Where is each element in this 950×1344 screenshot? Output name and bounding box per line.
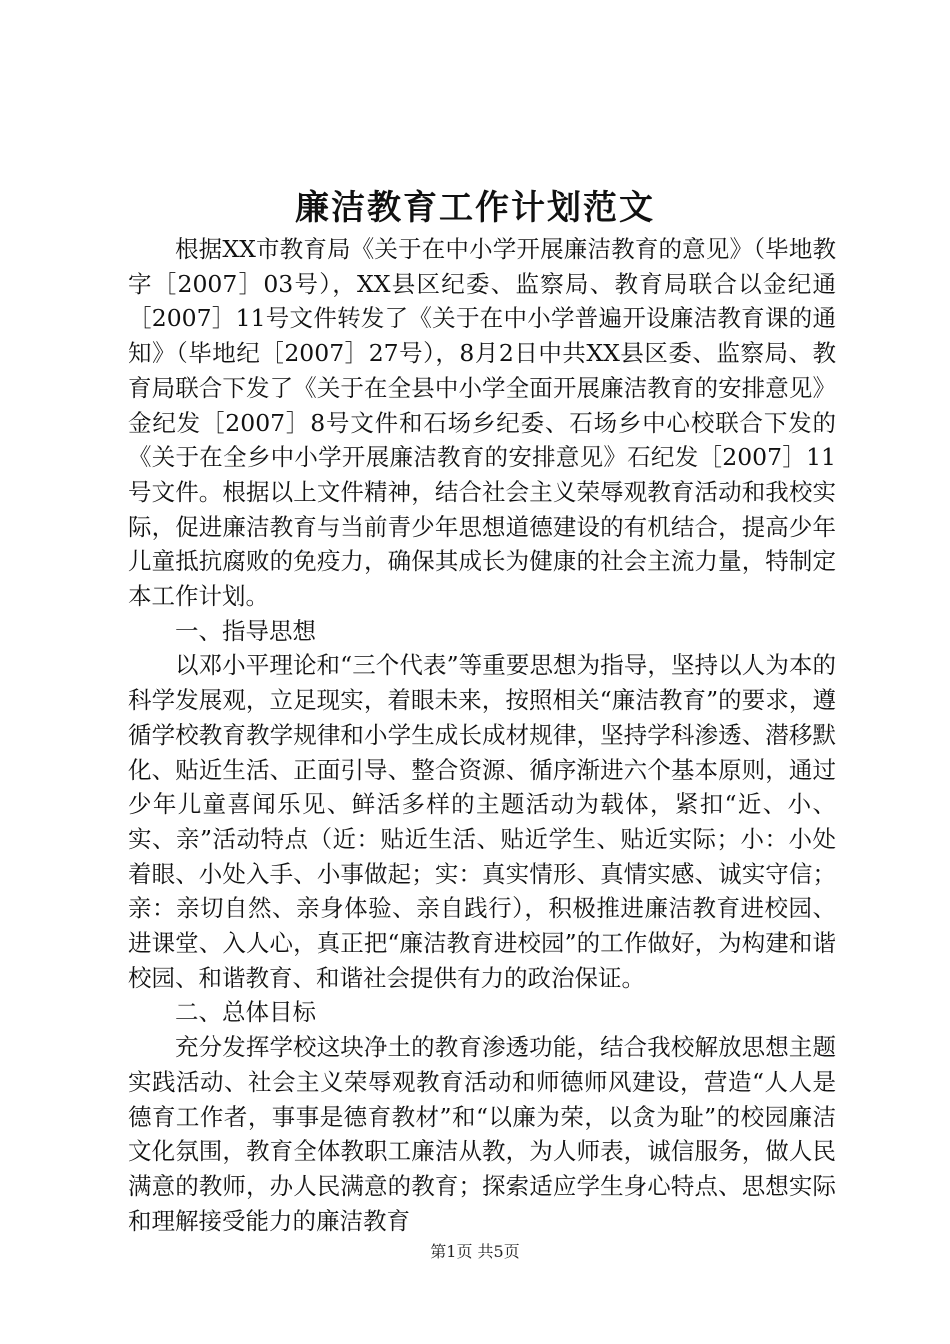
paragraph-intro: 根据XX市教育局《关于在中小学开展廉洁教育的意见》（毕地教字［2007］03号），XX县区纪委、监察局、教育局联合以金纪通［2007］11号文件转发了《关于在中小学普遍开设廉洁教育课的通知》（毕地纪［2007］27号），8月2日中共XX县区委、监察局、教育局联合下发了《关于在全县中小学全面开展廉洁教育的安排意见》金纪发［2007］8号文件和石场乡纪委、石场乡中心校联合下发的《关于在全乡中小学开展廉洁教育的安排意见》石纪发［2007］11号文件。根据以上文件精神，结合社会主义荣辱观教育活动和我校实际，促进廉洁教育与当前青少年思想道德建设的有机结合，提高少年儿童抵抗腐败的免疫力，确保其成长为健康的社会主流力量，特制定本工作计划。 — [128, 235, 836, 611]
section-heading-overall-goal: 二、总体目标 — [175, 998, 316, 1027]
section-heading-guiding-thought: 一、指导思想 — [175, 616, 316, 645]
page-footer: 第1页 共5页 — [430, 1242, 520, 1261]
paragraph-overall-goal: 充分发挥学校这块净土的教育渗透功能，结合我校解放思想主题实践活动、社会主义荣辱观教育活动和师德师风建设，营造“人人是德育工作者，事事是德育教材”和“以廉为荣，以贪为耻”的校园廉洁文化氛围，教育全体教职工廉洁从教，为人师表，诚信服务，做人民满意的教师，办人民满意的教育；探索适应学生身心特点、思想实际和理解接受能力的廉洁教育 — [128, 1033, 836, 1235]
document-body — [128, 232, 836, 1238]
paragraph-guiding-thought: 以邓小平理论和“三个代表”等重要思想为指导，坚持以人为本的科学发展观，立足现实，着眼未来，按照相关“廉洁教育”的要求，遵循学校教育教学规律和小学生成长成材规律，坚持学科渗透、潜移默化、贴近生活、正面引导、整合资源、循序渐进六个基本原则，通过少年儿童喜闻乐见、鲜活多样的主题活动为载体，紧扣“近、小、实、亲”活动特点（近：贴近生活、贴近学生、贴近实际；小：小处着眼、小处入手、小事做起；实：真实情形、真情实感、诚实守信；亲：亲切自然、亲身体验、亲自践行），积极推进廉洁教育进校园、进课堂、入人心，真正把“廉洁教育进校园”的工作做好，为构建和谐校园、和谐教育、和谐社会提供有力的政治保证。 — [128, 651, 836, 992]
document-title: 廉洁教育工作计划范文 — [295, 188, 655, 228]
